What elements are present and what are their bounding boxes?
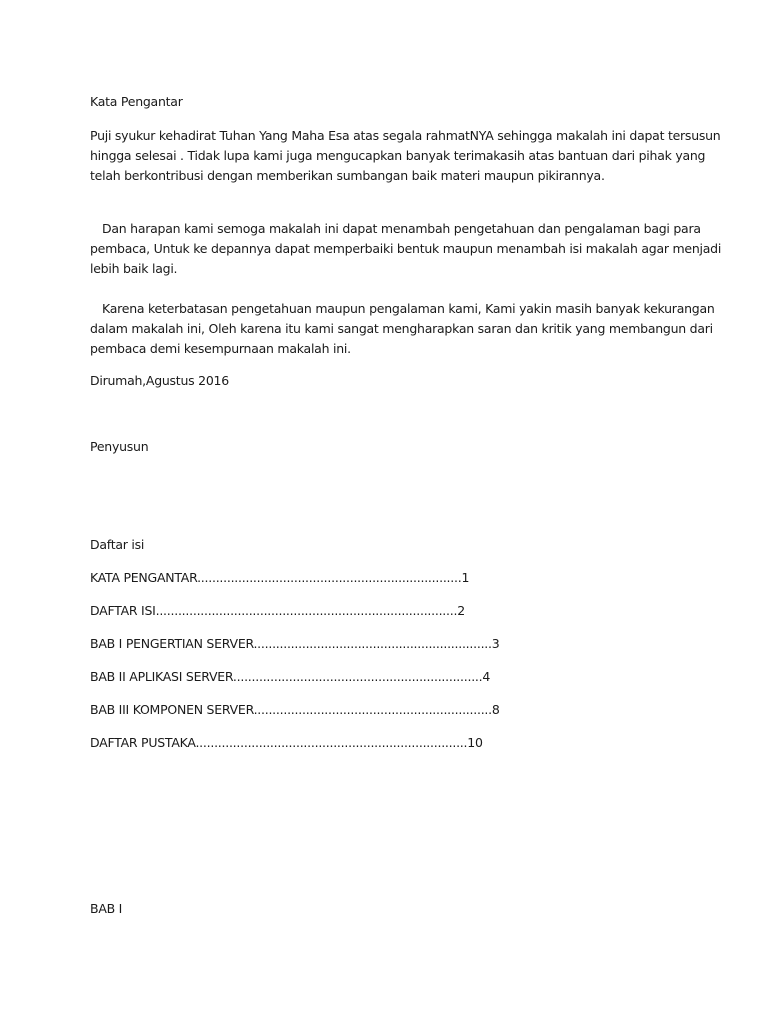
paragraph-hope [90, 219, 722, 279]
toc-entry: BAB II APLIKASI SERVER...................................................................4 [90, 669, 491, 684]
paragraph-line: telah berkontribusi dengan memberikan sumbangan baik materi maupun pikirannya. [90, 168, 605, 183]
paragraph-intro [90, 126, 721, 186]
paragraph-line: lebih baik lagi. [90, 261, 178, 276]
paragraph-line: Karena keterbatasan pengetahuan maupun pengalaman kami, Kami yakin masih banyak kekurangan [102, 301, 715, 316]
toc-entry: DAFTAR PUSTAKA.........................................................................10 [90, 735, 483, 750]
paragraph-line: Puji syukur kehadirat Tuhan Yang Maha Esa atas segala rahmatNYA sehingga makalah ini dapat tersusun [90, 128, 721, 143]
paragraph-limitation [90, 299, 715, 359]
signature-label: Penyusun [90, 439, 149, 454]
toc-entry: BAB III KOMPONEN SERVER................................................................8 [90, 702, 500, 717]
toc-entry: DAFTAR ISI.................................................................................2 [90, 603, 465, 618]
paragraph-line: dalam makalah ini, Oleh karena itu kami sangat mengharapkan saran dan kritik yang membangun dari [90, 321, 713, 336]
paragraph-line: pembaca, Untuk ke depannya dapat memperbaiki bentuk maupun menambah isi makalah agar menjadi [90, 241, 722, 256]
paragraph-line: Dan harapan kami semoga makalah ini dapat menambah pengetahuan dan pengalaman bagi para [102, 221, 701, 236]
paragraph-line: hingga selesai . Tidak lupa kami juga mengucapkan banyak terimakasih atas bantuan dari pihak yang [90, 148, 706, 163]
toc-entry: BAB I PENGERTIAN SERVER................................................................3 [90, 636, 500, 651]
chapter-heading: BAB I [90, 901, 123, 916]
section-title: Kata Pengantar [90, 94, 183, 109]
place-date: Dirumah,Agustus 2016 [90, 373, 229, 388]
toc-entry: KATA PENGANTAR.......................................................................1 [90, 570, 470, 585]
toc-title: Daftar isi [90, 537, 145, 552]
paragraph-line: pembaca demi kesempurnaan makalah ini. [90, 341, 351, 356]
